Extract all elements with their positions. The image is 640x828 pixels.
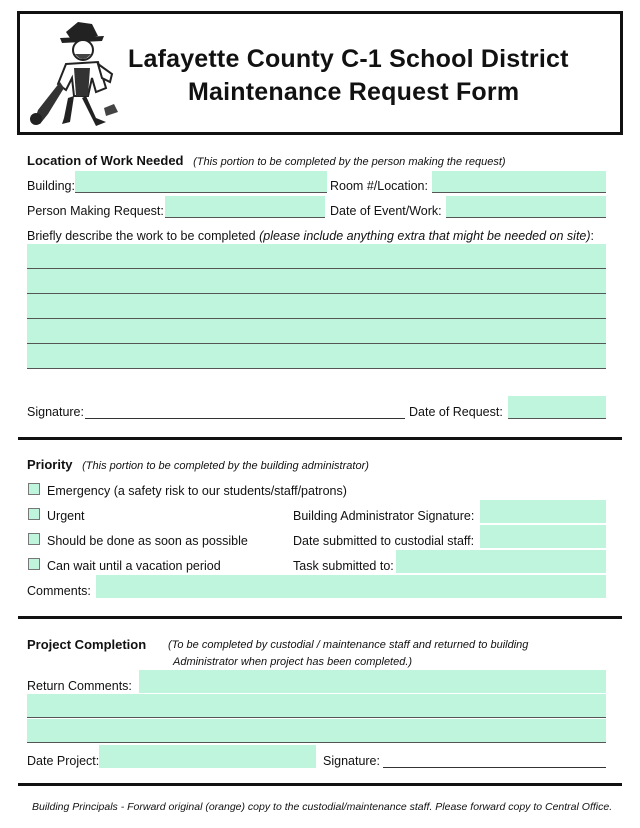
return-comments-label: Return Comments: [27, 679, 132, 693]
urgent-label: Urgent [47, 509, 85, 523]
describe-label [27, 229, 594, 244]
signature-line[interactable] [85, 417, 405, 419]
return-comments-line-2[interactable] [27, 694, 606, 718]
person-field[interactable] [165, 196, 325, 218]
describe-colon: : [590, 229, 595, 243]
emergency-label: Emergency (a safety risk to our students/staff/patrons) [47, 484, 347, 498]
building-field[interactable] [75, 171, 327, 193]
location-note: (This portion to be completed by the person making the request) [193, 156, 506, 168]
completion-signature-label: Signature: [323, 754, 380, 768]
date-custodial-label: Date submitted to custodial staff: [293, 534, 475, 548]
return-comments-line-3[interactable] [27, 719, 606, 743]
section-divider-2 [18, 616, 622, 619]
description-line-4[interactable] [27, 319, 606, 344]
room-field[interactable] [432, 171, 606, 193]
completion-note-line2: Administrator when project has been completed.) [173, 656, 413, 668]
date-project-field[interactable] [99, 745, 316, 768]
date-request-label: Date of Request: [409, 405, 503, 419]
description-line-5[interactable] [27, 344, 606, 369]
priority-heading-text: Priority [27, 457, 73, 472]
mascot-logo-icon [26, 18, 126, 132]
description-line-1[interactable] [27, 244, 606, 269]
completion-heading: Project Completion [27, 637, 147, 652]
vacation-label: Can wait until a vacation period [47, 559, 221, 573]
priority-heading [27, 457, 369, 474]
description-line-3[interactable] [27, 294, 606, 319]
priority-note: (This portion to be completed by the building administrator) [82, 460, 369, 472]
return-comments-line-1[interactable] [139, 670, 606, 693]
date-request-field[interactable] [508, 396, 606, 419]
comments-field[interactable] [96, 575, 606, 598]
task-submitted-label: Task submitted to: [293, 559, 394, 573]
date-custodial-field[interactable] [480, 525, 606, 548]
admin-signature-label: Building Administrator Signature: [293, 509, 475, 523]
completion-note-line1: (To be completed by custodial / maintenance staff and returned to building [168, 639, 529, 651]
comments-label: Comments: [27, 584, 91, 598]
describe-note: (please include anything extra that might be needed on site) [259, 229, 591, 243]
form-title-line2: Maintenance Request Form [188, 78, 520, 106]
task-submitted-field[interactable] [396, 550, 606, 573]
asap-label: Should be done as soon as possible [47, 534, 248, 548]
footer-note: Building Principals - Forward original (orange) copy to the custodial/maintenance staff. Please forward copy to Central Office. [32, 801, 613, 813]
signature-label: Signature: [27, 405, 84, 419]
description-line-2[interactable] [27, 269, 606, 294]
emergency-checkbox[interactable] [28, 483, 40, 495]
completion-signature-line[interactable] [383, 766, 606, 768]
form-title-line1: Lafayette County C-1 School District [128, 45, 569, 73]
urgent-checkbox[interactable] [28, 508, 40, 520]
vacation-checkbox[interactable] [28, 558, 40, 570]
event-date-field[interactable] [446, 196, 606, 218]
room-label: Room #/Location: [330, 179, 428, 193]
asap-checkbox[interactable] [28, 533, 40, 545]
section-divider-1 [18, 437, 622, 440]
event-date-label: Date of Event/Work: [330, 204, 442, 218]
admin-signature-field[interactable] [480, 500, 606, 523]
describe-label-text: Briefly describe the work to be completed [27, 229, 256, 243]
location-heading-text: Location of Work Needed [27, 153, 184, 168]
date-project-label: Date Project: [27, 754, 100, 768]
person-label: Person Making Request: [27, 204, 164, 218]
section-divider-3 [18, 783, 622, 786]
building-label: Building: [27, 179, 75, 193]
header-box [17, 11, 623, 135]
location-heading [27, 153, 506, 170]
